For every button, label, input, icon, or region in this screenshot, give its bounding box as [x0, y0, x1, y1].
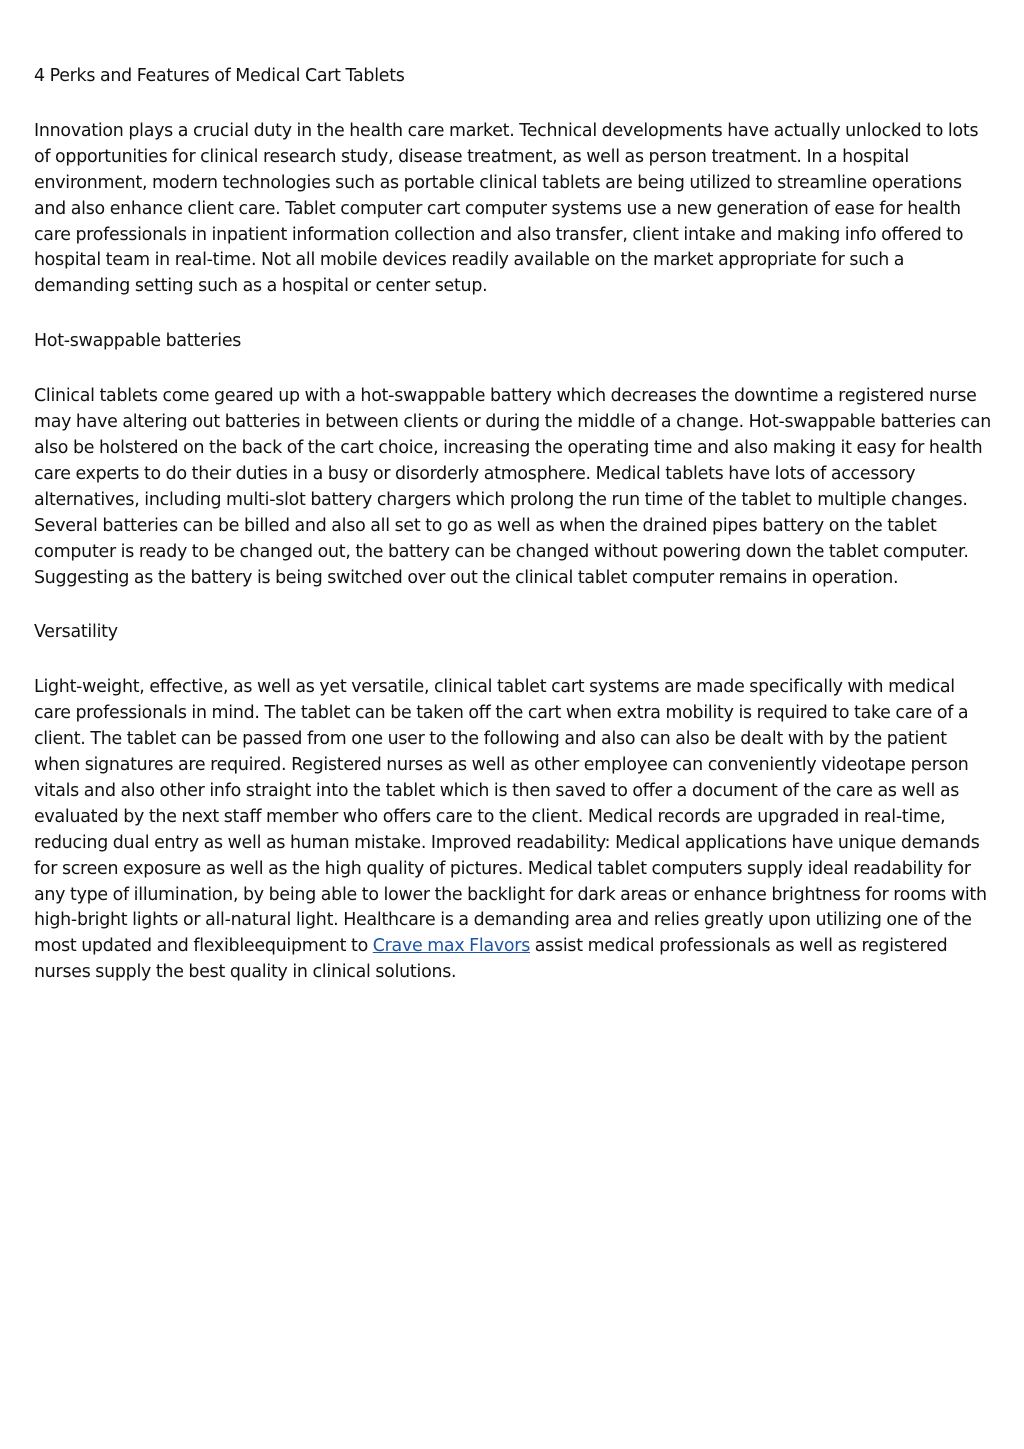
- document-title: 4 Perks and Features of Medical Cart Tablets: [34, 66, 405, 86]
- versatility-text-before-link: Light-weight, effective, as well as yet versatile, clinical tablet cart systems are made specifically with medical care professionals in mind. The tablet can be taken off the cart when extra mobility is required to take care of a client. The tablet can be passed from one user to the following and also can also be dealt with by the patient when signatures are required. Registered nurses as well as other employee can conveniently videotape person vitals and also other info straight into the tablet which is then saved to offer a document of the care as well as evaluated by the next staff member who offers care to the client. Medical records are upgraded in real-time, reducing dual entry as well as human mistake. Improved readability: Medical applications have unique demands for screen exposure as well as the high quality of pictures. Medical tablet computers supply ideal readability for any type of illumination, by being able to lower the backlight for dark areas or enhance brightness for rooms with high-bright lights or all-natural light. Healthcare is a demanding area and relies greatly upon utilizing one of the most updated and flexibleequipment to: [34, 677, 987, 957]
- section-heading-versatility: Versatility: [34, 622, 118, 643]
- document-page: [34, 64, 992, 1015]
- batteries-paragraph: Clinical tablets come geared up with a hot-swappable battery which decreases the downtime a registered nurse may have altering out batteries in between clients or during the middle of a change. Hot-swappable batteries can also be holstered on the back of the cart choice, increasing the operating time and also making it easy for health care experts to do their duties in a busy or disorderly atmosphere. Medical tablets have lots of accessory alternatives, including multi-slot battery chargers which prolong the run time of the tablet to multiple changes. Several batteries can be billed and also all set to go as well as when the drained pipes battery on the tablet computer is ready to be changed out, the battery can be changed without powering down the tablet computer. Suggesting as the battery is being switched over out the clinical tablet computer remains in operation.: [34, 386, 992, 588]
- versatility-text-after-link: assist medical professionals as well as registered nurses supply the best quality in clinical solutions.: [34, 936, 948, 983]
- intro-paragraph: Innovation plays a crucial duty in the health care market. Technical developments have actually unlocked to lots of opportunities for clinical research study, disease treatment, as well as person treatment. In a hospital environment, modern technologies such as portable clinical tablets are being utilized to streamline operations and also enhance client care. Tablet computer cart computer systems use a new generation of ease for health care professionals in inpatient information collection and also transfer, client intake and making info offered to hospital team in real-time. Not all mobile devices readily available on the market appropriate for such a demanding setting such as a hospital or center setup.: [34, 120, 979, 297]
- section-heading-hot-swappable-batteries: Hot-swappable batteries: [34, 331, 242, 352]
- crave-max-flavors-link[interactable]: Crave max Flavors: [372, 936, 531, 957]
- versatility-paragraph: [34, 675, 992, 986]
